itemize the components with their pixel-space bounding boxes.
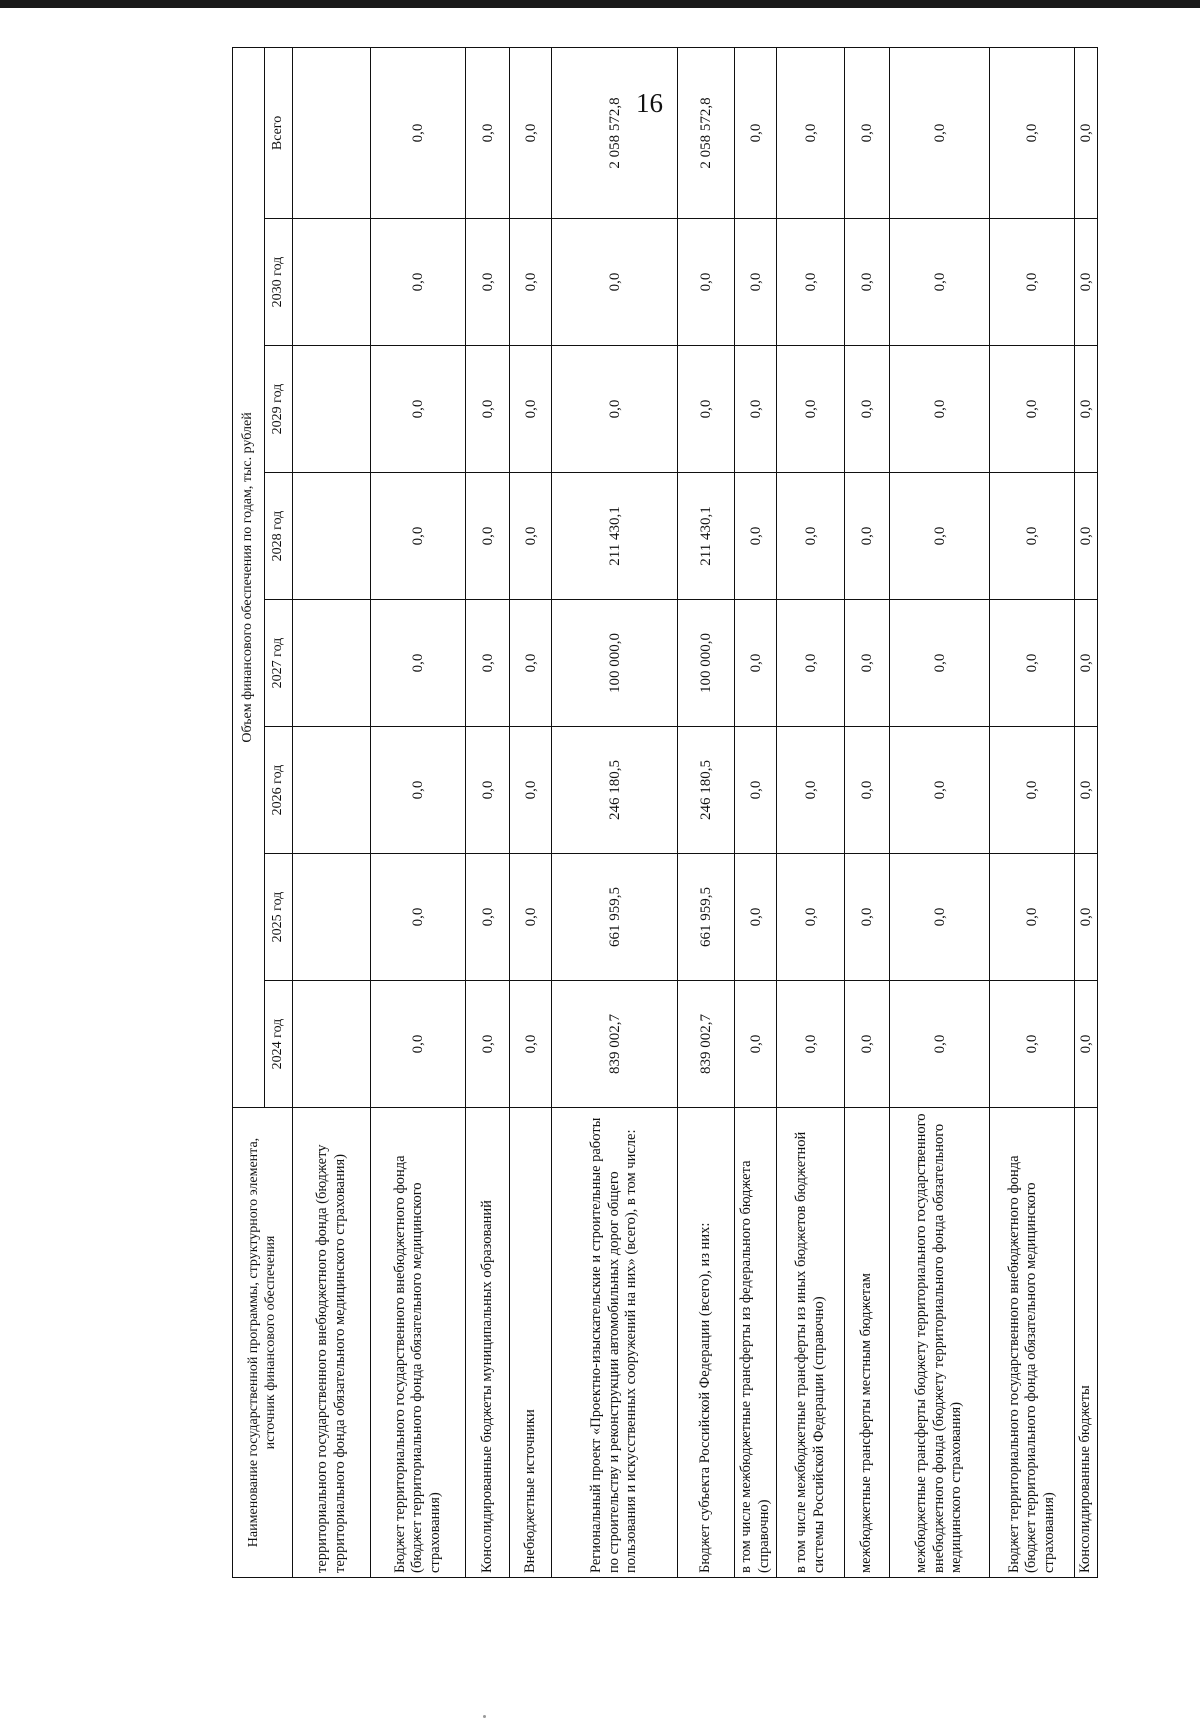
- cell-2030: 0,0: [466, 219, 510, 346]
- cell-2026: [293, 727, 371, 854]
- cell-2030: 0,0: [371, 219, 466, 346]
- cell-2027: 0,0: [1075, 600, 1098, 727]
- cell-2024: 0,0: [510, 981, 552, 1108]
- header-row-1: [233, 47, 265, 1577]
- cell-total: 0,0: [466, 47, 510, 218]
- cell-total: 0,0: [510, 47, 552, 218]
- cell-2029: 0,0: [552, 346, 678, 473]
- cell-2024: 839 002,7: [552, 981, 678, 1108]
- cell-2026: 246 180,5: [678, 727, 735, 854]
- row-name: Консолидированные бюджеты: [1075, 1108, 1098, 1578]
- cell-total: 2 058 572,8: [552, 47, 678, 218]
- cell-total: [293, 47, 371, 218]
- row-name: территориального государственного внебюджетного фонда (бюджету территориального фонда обязательного медицинского страхования): [293, 1108, 371, 1578]
- cell-2029: 0,0: [371, 346, 466, 473]
- cell-2029: 0,0: [777, 346, 845, 473]
- cell-2027: 0,0: [735, 600, 777, 727]
- header-year-2024: 2024 год: [265, 981, 293, 1108]
- cell-2029: 0,0: [845, 346, 890, 473]
- cell-2026: 0,0: [990, 727, 1075, 854]
- cell-2024: 0,0: [777, 981, 845, 1108]
- cell-2030: 0,0: [890, 219, 990, 346]
- cell-2027: 0,0: [890, 600, 990, 727]
- cell-2029: [293, 346, 371, 473]
- cell-2025: [293, 854, 371, 981]
- cell-2027: 0,0: [510, 600, 552, 727]
- table-row: [845, 47, 890, 1577]
- table-row: [510, 47, 552, 1577]
- cell-2026: 0,0: [890, 727, 990, 854]
- cell-2030: 0,0: [777, 219, 845, 346]
- cell-2030: 0,0: [1075, 219, 1098, 346]
- table-row: [777, 47, 845, 1577]
- row-name: Консолидированные бюджеты муниципальных образований: [466, 1108, 510, 1578]
- cell-2024: 0,0: [990, 981, 1075, 1108]
- cell-total: 0,0: [777, 47, 845, 218]
- cell-2024: 0,0: [466, 981, 510, 1108]
- scan-speck: [483, 1715, 486, 1718]
- cell-2026: 0,0: [466, 727, 510, 854]
- cell-2029: 0,0: [510, 346, 552, 473]
- table-row: [552, 47, 678, 1577]
- row-name: Бюджет территориального государственного внебюджетного фонда (бюджет территориального фонда обязательного медицинского страхования): [371, 1108, 466, 1578]
- cell-total: 0,0: [371, 47, 466, 218]
- cell-2025: 0,0: [466, 854, 510, 981]
- cell-total: 0,0: [735, 47, 777, 218]
- cell-2029: 0,0: [1075, 346, 1098, 473]
- cell-2027: 0,0: [777, 600, 845, 727]
- table-row: [371, 47, 466, 1577]
- row-name: в том числе межбюджетные трансферты из иных бюджетов бюджетной системы Российской Федерации (справочно): [777, 1108, 845, 1578]
- cell-2026: 0,0: [1075, 727, 1098, 854]
- cell-2029: 0,0: [466, 346, 510, 473]
- cell-2025: 0,0: [1075, 854, 1098, 981]
- cell-2026: 246 180,5: [552, 727, 678, 854]
- cell-2030: [293, 219, 371, 346]
- cell-2030: 0,0: [510, 219, 552, 346]
- cell-2028: 0,0: [777, 473, 845, 600]
- table-row: [678, 47, 735, 1577]
- cell-2026: 0,0: [735, 727, 777, 854]
- row-name: межбюджетные трансферты местным бюджетам: [845, 1108, 890, 1578]
- cell-2026: 0,0: [510, 727, 552, 854]
- table-row: [1075, 47, 1098, 1577]
- cell-2025: 0,0: [990, 854, 1075, 981]
- header-funding-group: Объем финансового обеспечения по годам, тыс. рублей: [233, 47, 265, 1107]
- cell-total: 0,0: [990, 47, 1075, 218]
- financing-table: [232, 47, 1098, 1578]
- cell-2028: 211 430,1: [678, 473, 735, 600]
- row-name: Региональный проект «Проектно-изыскательские и строительные работы по строительству и реконструкции автомобильных дорог общего пользования и искусственных сооружений на них» (всего), в том числе:: [552, 1108, 678, 1578]
- cell-2027: 100 000,0: [552, 600, 678, 727]
- cell-2028: 0,0: [1075, 473, 1098, 600]
- cell-2024: 0,0: [735, 981, 777, 1108]
- row-name: Внебюджетные источники: [510, 1108, 552, 1578]
- header-year-2028: 2028 год: [265, 473, 293, 600]
- cell-2028: 211 430,1: [552, 473, 678, 600]
- cell-2025: 661 959,5: [678, 854, 735, 981]
- cell-2030: 0,0: [678, 219, 735, 346]
- cell-2030: 0,0: [990, 219, 1075, 346]
- cell-2025: 0,0: [735, 854, 777, 981]
- cell-2026: 0,0: [777, 727, 845, 854]
- cell-2030: 0,0: [552, 219, 678, 346]
- cell-total: 0,0: [890, 47, 990, 218]
- cell-2025: 0,0: [845, 854, 890, 981]
- header-year-2025: 2025 год: [265, 854, 293, 981]
- cell-2028: 0,0: [845, 473, 890, 600]
- cell-2025: 0,0: [890, 854, 990, 981]
- cell-2029: 0,0: [735, 346, 777, 473]
- cell-total: 0,0: [1075, 47, 1098, 218]
- header-year-2027: 2027 год: [265, 600, 293, 727]
- cell-2028: 0,0: [466, 473, 510, 600]
- row-name: межбюджетные трансферты бюджету территориального государственного внебюджетного фонда (бюджету территориального фонда обязательного медицинского страхования): [890, 1108, 990, 1578]
- cell-2028: 0,0: [990, 473, 1075, 600]
- table-row: [990, 47, 1075, 1577]
- cell-2026: 0,0: [371, 727, 466, 854]
- cell-2027: 100 000,0: [678, 600, 735, 727]
- header-year-2026: 2026 год: [265, 727, 293, 854]
- cell-2028: [293, 473, 371, 600]
- cell-total: 0,0: [845, 47, 890, 218]
- cell-2030: 0,0: [845, 219, 890, 346]
- scan-edge-bar: [0, 0, 1200, 8]
- cell-2027: [293, 600, 371, 727]
- cell-2024: 0,0: [371, 981, 466, 1108]
- cell-2028: 0,0: [510, 473, 552, 600]
- cell-2028: 0,0: [735, 473, 777, 600]
- row-name: Бюджет субъекта Российской Федерации (всего), из них:: [678, 1108, 735, 1578]
- header-year-2029: 2029 год: [265, 346, 293, 473]
- cell-2027: 0,0: [845, 600, 890, 727]
- cell-2027: 0,0: [371, 600, 466, 727]
- cell-2025: 0,0: [371, 854, 466, 981]
- cell-2027: 0,0: [466, 600, 510, 727]
- cell-2029: 0,0: [678, 346, 735, 473]
- cell-2024: 0,0: [1075, 981, 1098, 1108]
- table-row: [466, 47, 510, 1577]
- header-year-2030: 2030 год: [265, 219, 293, 346]
- cell-2025: 661 959,5: [552, 854, 678, 981]
- table-row: [735, 47, 777, 1577]
- cell-2030: 0,0: [735, 219, 777, 346]
- cell-2025: 0,0: [777, 854, 845, 981]
- cell-2027: 0,0: [990, 600, 1075, 727]
- page-number: 16: [636, 88, 663, 118]
- cell-2025: 0,0: [510, 854, 552, 981]
- cell-total: 2 058 572,8: [678, 47, 735, 218]
- cell-2028: 0,0: [371, 473, 466, 600]
- cell-2024: [293, 981, 371, 1108]
- cell-2029: 0,0: [990, 346, 1075, 473]
- cell-2024: 839 002,7: [678, 981, 735, 1108]
- header-name-column: Наименование государственной программы, структурного элемента, источник финансового обеспечения: [233, 1108, 293, 1578]
- cell-2024: 0,0: [845, 981, 890, 1108]
- table-row: [890, 47, 990, 1577]
- header-total: Всего: [265, 47, 293, 218]
- row-name: Бюджет территориального государственного внебюджетного фонда (бюджет территориального фонда обязательного медицинского страхования): [990, 1108, 1075, 1578]
- cell-2028: 0,0: [890, 473, 990, 600]
- cell-2026: 0,0: [845, 727, 890, 854]
- cell-2029: 0,0: [890, 346, 990, 473]
- cell-2024: 0,0: [890, 981, 990, 1108]
- table-row: [293, 47, 371, 1577]
- row-name: в том числе межбюджетные трансферты из федерального бюджета (справочно): [735, 1108, 777, 1578]
